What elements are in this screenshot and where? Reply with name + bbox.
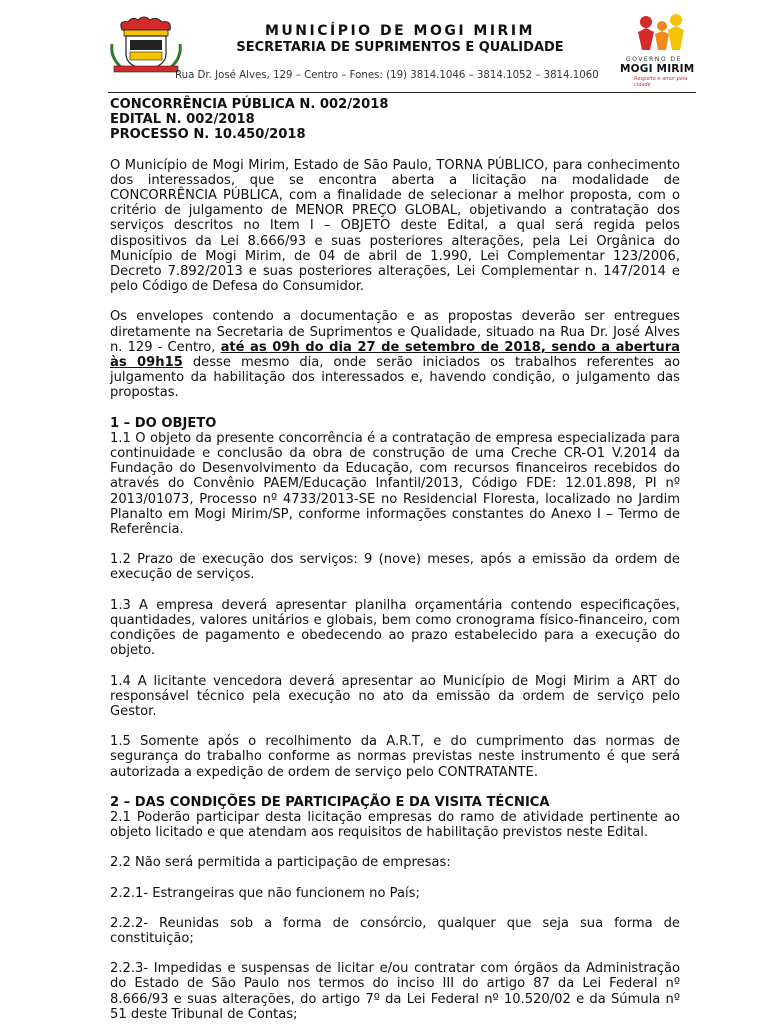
heading-line-processo: PROCESSO N. 10.450/2018 — [110, 127, 306, 143]
government-logo — [620, 12, 700, 88]
document-heading — [110, 97, 680, 143]
deadline-highlight: até as 09h do dia 27 de setembro de 2018, sendo a abertura às 09h15 — [110, 339, 680, 371]
document-body — [110, 97, 680, 1022]
heading-line-edital: EDITAL N. 002/2018 — [110, 112, 255, 128]
clause-2-1: 2.1 Poderão participar desta licitação empresas do ramo de atividade pertinente ao objeto licitado e que atendam aos requisitos de habilitação previstos neste Edital. — [110, 809, 680, 841]
address-line: Rua Dr. José Alves, 129 – Centro – Fones: (19) 3814.1046 – 3814.1052 – 3814.1060 — [175, 70, 599, 81]
logo-line2: MOGI MIRIM — [620, 63, 695, 75]
municipal-crest-icon — [108, 14, 186, 76]
clause-1-3: 1.3 A empresa deverá apresentar planilha orçamentária contendo especificações, quantidades, valores unitários e globais, bem como cronograma físico-financeiro, com condições de pagamento e obedecendo ao prazo estabelecido para a execução do objeto. — [110, 597, 680, 659]
clause-1-4: 1.4 A licitante vencedora deverá apresentar ao Município de Mogi Mirim a ART do responsável técnico pela execução no ato da emissão da ordem de serviço pelo Gestor. — [110, 673, 680, 719]
intro-paragraph: O Município de Mogi Mirim, Estado de São Paulo, TORNA PÚBLICO, para conhecimento dos interessados, que se encontra aberta a licitação na modalidade de CONCORRÊNCIA PÚBLICA, com a finalidade de selecionar a melhor proposta, com o critério de julgamento de MENOR PREÇO GLOBAL, objetivando a contratação dos serviços descritos no Item I – OBJETO deste Edital, a qual será regida pelos dispositivos da Lei 8.666/93 e suas posteriores alterações, pela Lei Orgânica do Município de Mogi Mirim, de 04 de abril de 1.990, Lei Complementar 123/2006, Decreto 7.892/2013 e suas posteriores alterações, Lei Complementar n. 147/2014 e pelo Código de Defesa do Consumidor. — [110, 157, 680, 295]
logo-tagline: Respeito e amor pela cidade — [634, 76, 688, 88]
clause-2-2-1: 2.2.1- Estrangeiras que não funcionem no País; — [110, 885, 420, 901]
secretariat-title: SECRETARIA DE SUPRIMENTOS E QUALIDADE — [236, 40, 564, 55]
clause-2-2-3: 2.2.3- Impedidas e suspensas de licitar e/ou contratar com órgãos da Administração do Estado de São Paulo nos termos do inciso III do artigo 87 da Lei Federal nº 8.666/93 e suas alterações, do artigo 7º da Lei Federal nº 10.520/02 e da Súmula nº 51 deste Tribunal de Contas; — [110, 961, 680, 1022]
clause-1-5: 1.5 Somente após o recolhimento da A.R.T, e do cumprimento das normas de segurança do trabalho conforme as normas previstas neste instrumento é que será autorizada a expedição de ordem de serviço pelo CONTRATANTE. — [110, 734, 680, 780]
clause-1-2: 1.2 Prazo de execução dos serviços: 9 (nove) meses, após a emissão da ordem de execução de serviços. — [110, 552, 680, 583]
letterhead — [0, 0, 770, 100]
clause-1-1: 1.1 O objeto da presente concorrência é a contratação de empresa especializada para continuidade e conclusão da obra de construção de uma Creche CR-O1 V.2014 da Fundação do Desenvolvimento da Educação, com recursos financeiros recebidos do através do Convênio PAEM/Educação Infantil/2013, Código FDE: 12.01.898, PI nº 2013/01073, Processo nº 4733/2013-SE no Residencial Floresta, localizado no Jardim Planalto em Mogi Mirim/SP, conforme informações constantes do Anexo I – Termo de Referência. — [110, 430, 680, 538]
header-divider — [108, 92, 696, 93]
section-1-title: 1 – DO OBJETO — [110, 415, 217, 431]
clause-2-2-2: 2.2.2- Reunidas sob a forma de consórcio, qualquer que seja sua forma de constituição; — [110, 915, 680, 946]
envelopes-text-c: desse mesmo dia, onde serão iniciados os trabalhos referentes ao julgamento da habilitação dos interessados e, havendo condição, o julgamento das propostas. — [110, 355, 680, 401]
envelopes-text-a: Os envelopes contendo a documentação e as propostas deverão ser entregues diretamente na Secretaria de Suprimentos e Qualidade, situado na Rua Dr. José Alves n. 129 - Centro, — [110, 309, 680, 355]
section-2-title: 2 – DAS CONDIÇÕES DE PARTICIPAÇÃO E DA VISITA TÉCNICA — [110, 794, 550, 810]
clause-2-2: 2.2 Não será permitida a participação de empresas: — [110, 855, 451, 871]
envelopes-paragraph — [110, 309, 680, 400]
heading-line-concorrencia: CONCORRÊNCIA PÚBLICA N. 002/2018 — [110, 97, 389, 112]
children-logo-icon — [620, 12, 700, 56]
municipality-title: MUNICÍPIO DE MOGI MIRIM — [265, 23, 535, 39]
logo-line1: GOVERNO DE — [626, 56, 682, 63]
